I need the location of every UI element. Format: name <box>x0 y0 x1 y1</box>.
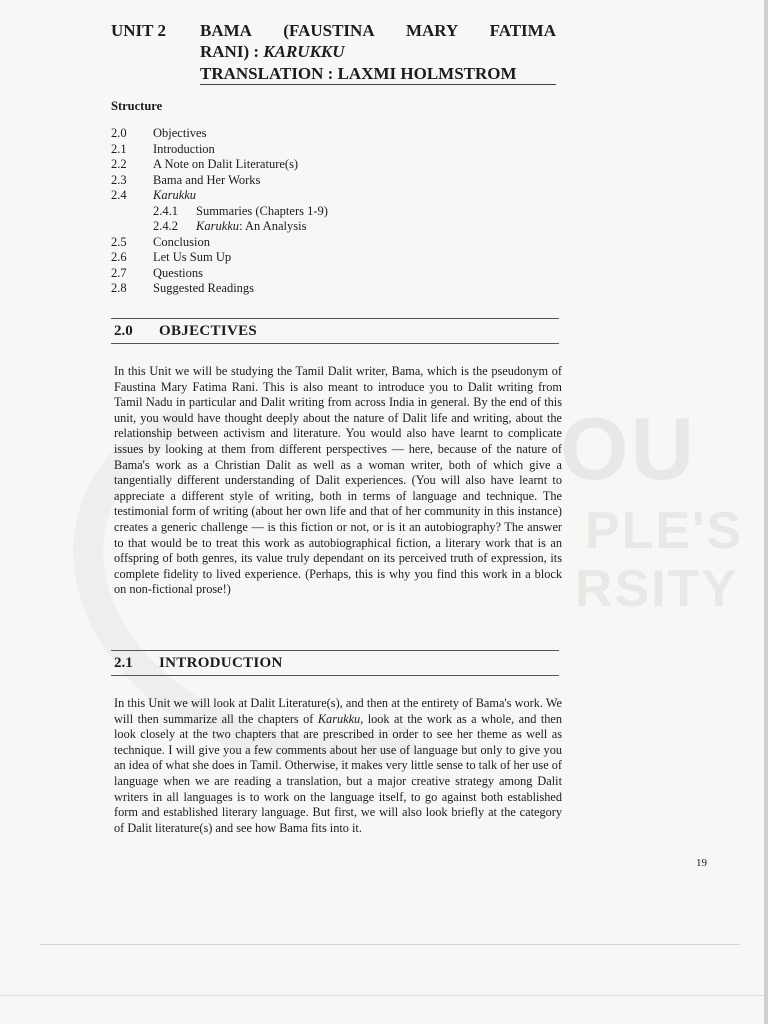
toc-number: 2.2 <box>111 157 127 171</box>
toc-label: Summaries (Chapters 1-9) <box>196 203 328 218</box>
title-word: (FAUSTINA <box>283 21 375 40</box>
title-word: FATIMA <box>489 21 556 40</box>
intro-text-italic: Karukku <box>317 711 361 726</box>
title-line2-plain: RANI) : <box>200 42 264 61</box>
section-heading-introduction <box>111 650 559 676</box>
toc-number: 2.3 <box>111 172 127 187</box>
section-number: 2.1 <box>114 655 133 671</box>
toc-label-italic: Karukku <box>196 219 240 233</box>
section-number: 2.0 <box>114 323 133 339</box>
title-word: MARY <box>405 21 459 40</box>
toc-label <box>196 219 306 235</box>
introduction-paragraph <box>114 696 562 836</box>
toc-number: 2.4 <box>111 188 127 202</box>
intro-text-after: , look at the work as a whole, and then look closely at the two chapters that are prescribed in order to see her theme as well as technique. I will give you a few comments about her use of language but only to give you an idea of what she does in Tamil. Otherwise, it makes very little sense to talk of her use of language when we are reading a translation, but a major creative strategy among Dalit writers in all languages is to work on the language itself, to go against both established form and established literary language. But first, we will also look briefly at the category of Dalit literature(s) and see how Bama fits into it. <box>114 711 562 835</box>
title-word: BAMA <box>200 21 252 40</box>
toc-label-rest: : An Analysis <box>239 219 307 233</box>
toc-number: 2.5 <box>111 234 127 249</box>
title-line2-italic: KARUKKU <box>263 42 345 61</box>
toc-number: 2.0 <box>111 126 127 140</box>
toc-label: Conclusion <box>153 234 210 249</box>
toc-label: Karukku <box>153 188 197 202</box>
section-title: INTRODUCTION <box>159 655 283 671</box>
toc-number: 2.4.2 <box>153 219 178 233</box>
watermark-line3: RSITY <box>575 560 739 618</box>
toc-number: 2.7 <box>111 265 127 280</box>
toc-label: Let Us Sum Up <box>153 250 232 264</box>
section-heading-objectives <box>111 318 559 344</box>
title-line-1 <box>200 20 556 41</box>
section-title: OBJECTIVES <box>159 323 258 339</box>
toc-label: Objectives <box>153 126 207 140</box>
toc-label: Introduction <box>153 141 215 156</box>
toc-number: 2.6 <box>111 250 127 264</box>
objectives-paragraph: In this Unit we will be studying the Tamil Dalit writer, Bama, which is the pseudonym of Faustina Mary Fatima Rani. This is also meant to introduce you to Dalit writing from Tamil Nadu in particular and Dalit writing from across India in general. By the end of this unit, you would have thought deeply about the nature of Dalit life and writing, about the relationship between activism and literature. You would also have learnt to complicate issues by looking at them from different perspectives — here, because of the nature of Bama's work as a Christian Dalit as well as a woman writer, both of which give a tangentially different understanding of Dalit experiences. (You will also have learnt to appreciate a different style of writing, both in terms of language and technique. The testimonial form of writing (about her own life and that of her community in this instance) creates a generic challenge — is this fiction or not, or is it an autobiography? The answer to that would be to treat this work as autobiographical fiction, a literary work that is an offspring of both genres, its value truly dependant on its perceived truth of expression, its complete fidelity to lived experience. (Perhaps, this is why you find this work in a block on non-fictional prose!) <box>114 364 562 597</box>
scan-bottom-line <box>40 944 740 945</box>
scan-edge-line <box>0 995 768 996</box>
watermark-line2: PLE'S <box>585 502 744 560</box>
page-number: 19 <box>696 857 707 869</box>
title-line-2 <box>200 41 345 62</box>
structure-heading: Structure <box>111 99 163 113</box>
toc-number: 2.8 <box>111 281 127 295</box>
scan-right-edge <box>764 0 768 1024</box>
toc-label: A Note on Dalit Literature(s) <box>153 157 299 171</box>
intro-text-before: In this Unit we will look at Dalit Literature(s), and then at the entirety of Bama's work. We will then summarize all the chapters of <box>114 696 562 726</box>
header-rule <box>200 84 556 85</box>
toc-label: Bama and Her Works <box>153 172 261 187</box>
title-line-3: TRANSLATION : LAXMI HOLMSTROM <box>200 64 517 83</box>
toc-number: 2.4.1 <box>153 203 178 218</box>
watermark-line1: OU <box>560 399 696 498</box>
toc-label: Suggested Readings <box>153 281 255 295</box>
toc-number: 2.1 <box>111 141 127 156</box>
toc-label: Questions <box>153 265 203 280</box>
unit-label: UNIT 2 <box>111 21 166 40</box>
